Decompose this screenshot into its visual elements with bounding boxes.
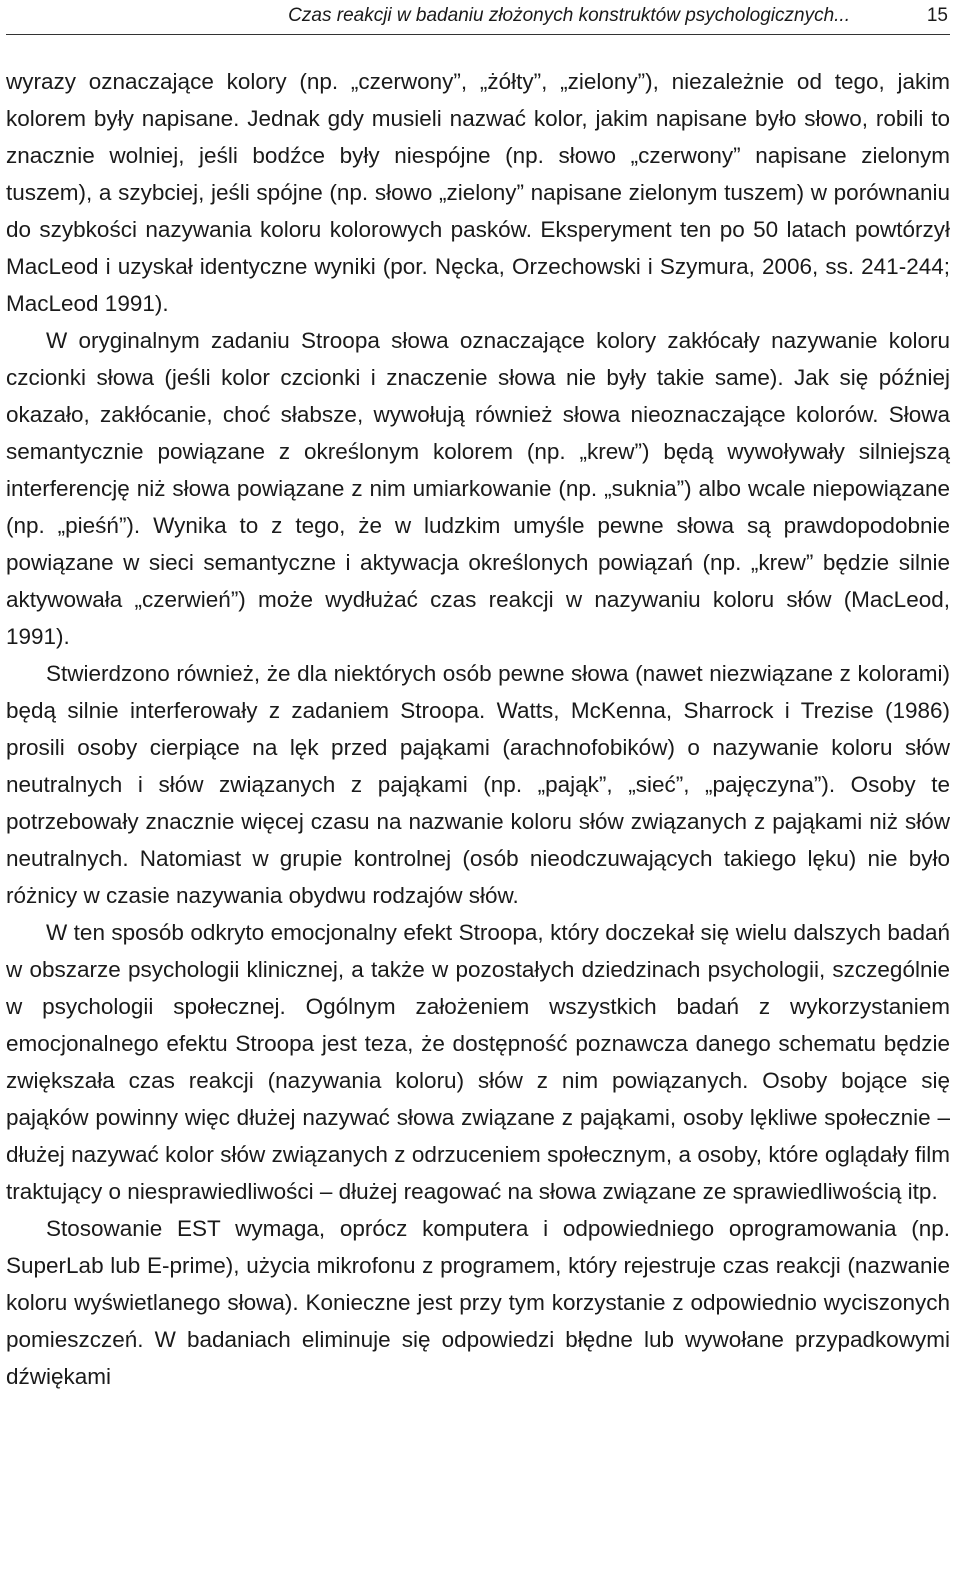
running-header xyxy=(6,0,950,35)
paragraph: W ten sposób odkryto emocjonalny efekt Stroopa, który doczekał się wielu dalszych badań w obszarze psychologii klinicznej, a także w pozostałych dziedzinach psychologii, szczególnie w psychologii społecznej. Ogólnym założeniem wszystkich badań z wykorzystaniem emocjonalnego efektu Stroopa jest teza, że dostępność poznawcza danego schematu będzie zwiększała czas reakcji (nazywania koloru) słów z nim powiązanych. Osoby bojące się pająków powinny więc dłużej nazywać słowa związane z pająkami, osoby lękliwe społecznie – dłużej nazywać kolor słów związanych z odrzuceniem społecznym, a osoby, które oglądały film traktujący o niesprawiedliwości – dłużej reagować na słowa związane ze sprawiedliwością itp. xyxy=(6,920,950,1204)
paragraph: Stosowanie EST wymaga, oprócz komputera i odpowiedniego oprogramowania (np. SuperLab lub E-prime), użycia mikrofonu z programem, który rejestruje czas reakcji (nazwanie koloru wyświetlanego słowa). Konieczne jest przy tym korzystanie z odpowiednio wyciszonych pomieszczeń. W badaniach eliminuje się odpowiedzi błędne lub wywołane przypadkowymi dźwiękami xyxy=(6,1216,950,1389)
body-text xyxy=(6,63,950,1395)
paragraph-continuation: wyrazy oznaczające kolory (np. „czerwony”, „żółty”, „zielony”), niezależnie od tego, jakim kolorem były napisane. Jednak gdy musieli nazwać kolor, jakim napisane było słowo, robili to znacznie wolniej, jeśli bodźce były niespójne (np. słowo „czerwony” napisane zielonym tuszem), a szybciej, jeśli spójne (np. słowo „zielony” napisane zielonym tuszem) w porównaniu do szybkości nazywania koloru kolorowych pasków. Eksperyment ten po 50 latach powtórzył MacLeod i uzyskał identyczne wyniki (por. Nęcka, Orzechowski i Szymura, 2006, ss. 241-244; MacLeod 1991). xyxy=(6,69,950,316)
paragraph: Stwierdzono również, że dla niektórych osób pewne słowa (nawet niezwiązane z kolorami) będą silnie interferowały z zadaniem Stroopa. Watts, McKenna, Sharrock i Trezise (1986) prosili osoby cierpiące na lęk przed pająkami (arachnofobików) o nazywanie koloru słów neutralnych i słów związanych z pająkami (np. „pająk”, „sieć”, „pajęczyna”). Osoby te potrzebowały znacznie więcej czasu na nazwanie koloru słów związanych z pająkami niż słów neutralnych. Natomiast w grupie kontrolnej (osób nieodczuwających takiego lęku) nie było różnicy w czasie nazywania obydwu rodzajów słów. xyxy=(6,661,950,908)
paragraph: W oryginalnym zadaniu Stroopa słowa oznaczające kolory zakłócały nazywanie koloru czcionki słowa (jeśli kolor czcionki i znaczenie słowa nie były takie same). Jak się później okazało, zakłócanie, choć słabsze, wywołują również słowa nieoznaczające kolorów. Słowa semantycznie powiązane z określonym kolorem (np. „krew”) będą wywoływały silniejszą interferencję niż słowa powiązane z nim umiarkowanie (np. „suknia”) albo wcale niepowiązane (np. „pieśń”). Wynika to z tego, że w ludzkim umyśle pewne słowa są prawdopodobnie powiązane w sieci semantyczne i aktywacja określonych powiązań (np. „krew” będzie silnie aktywowała „czerwień”) może wydłużać czas reakcji w nazywaniu koloru słów (MacLeod, 1991). xyxy=(6,328,950,649)
running-header-title: Czas reakcji w badaniu złożonych konstruktów psychologicznych... xyxy=(288,5,850,26)
page-number: 15 xyxy=(926,5,948,26)
document-page xyxy=(6,0,950,1576)
